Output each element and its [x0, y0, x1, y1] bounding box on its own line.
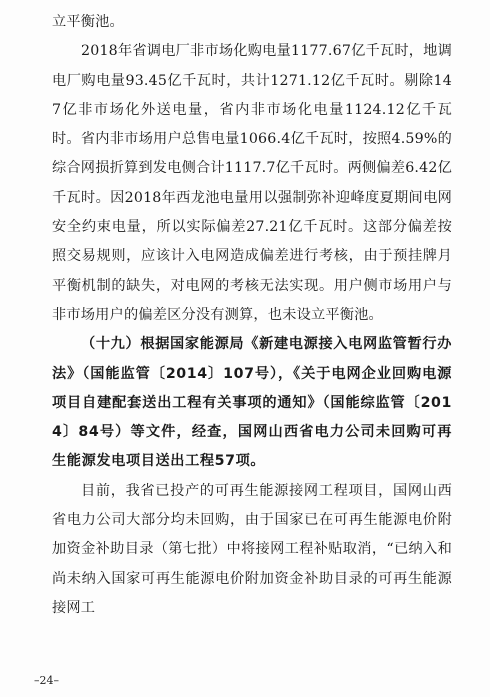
page-number: –24– [34, 674, 59, 687]
paragraph-grid-connection-projects: 目前，我省已投产的可再生能源接网工程项目，国网山西省电力公司大部分均未回购，由于国家已在可再生能源电价附加资金补助目录（第七批）中将接网工程补贴取消，“已纳入和尚未纳入国家可再生能源电价附加资金补助目录的可再生能源接网工 [52, 482, 452, 616]
paragraph-electricity-statistics: 2018年省调电厂非市场化购电量1177.67亿千瓦时，地调电厂购电量93.45亿千瓦时，共计1271.12亿千瓦时。剔除147亿非市场化外送电量，省内非市场化电量1124.12亿千瓦时。省内非市场用户总售电量1066.4亿千瓦时，按照4.59%的综合网损折算到发电侧合计1117.7亿千瓦时。两侧偏差6.42亿千瓦时。因2018年西龙池电量用以强制弥补迎峰度夏期间电网安全约束电量，所以实际偏差27.21亿千瓦时。这部分偏差按照交易规则，应该计入电网造成偏差进行考核，由于预挂牌月平衡机制的缺失，对电网的考核无法实现。用户侧市场用户与非市场用户的偏差区分没有测算，也未设立平衡池。 [52, 43, 452, 323]
paragraph-continuation: 立平衡池。 [52, 14, 124, 30]
document-body [52, 8, 452, 623]
paragraph-item-nineteen: （十九）根据国家能源局《新建电源接入电网监管暂行办法》（国能监管〔2014〕107号），《关于电网企业回购电源项目自建配套送出工程有关事项的通知》（国能综监管〔2014〕84号）等文件，经查，国网山西省电力公司未回购可再生能源发电项目送出工程57项。 [52, 336, 452, 470]
